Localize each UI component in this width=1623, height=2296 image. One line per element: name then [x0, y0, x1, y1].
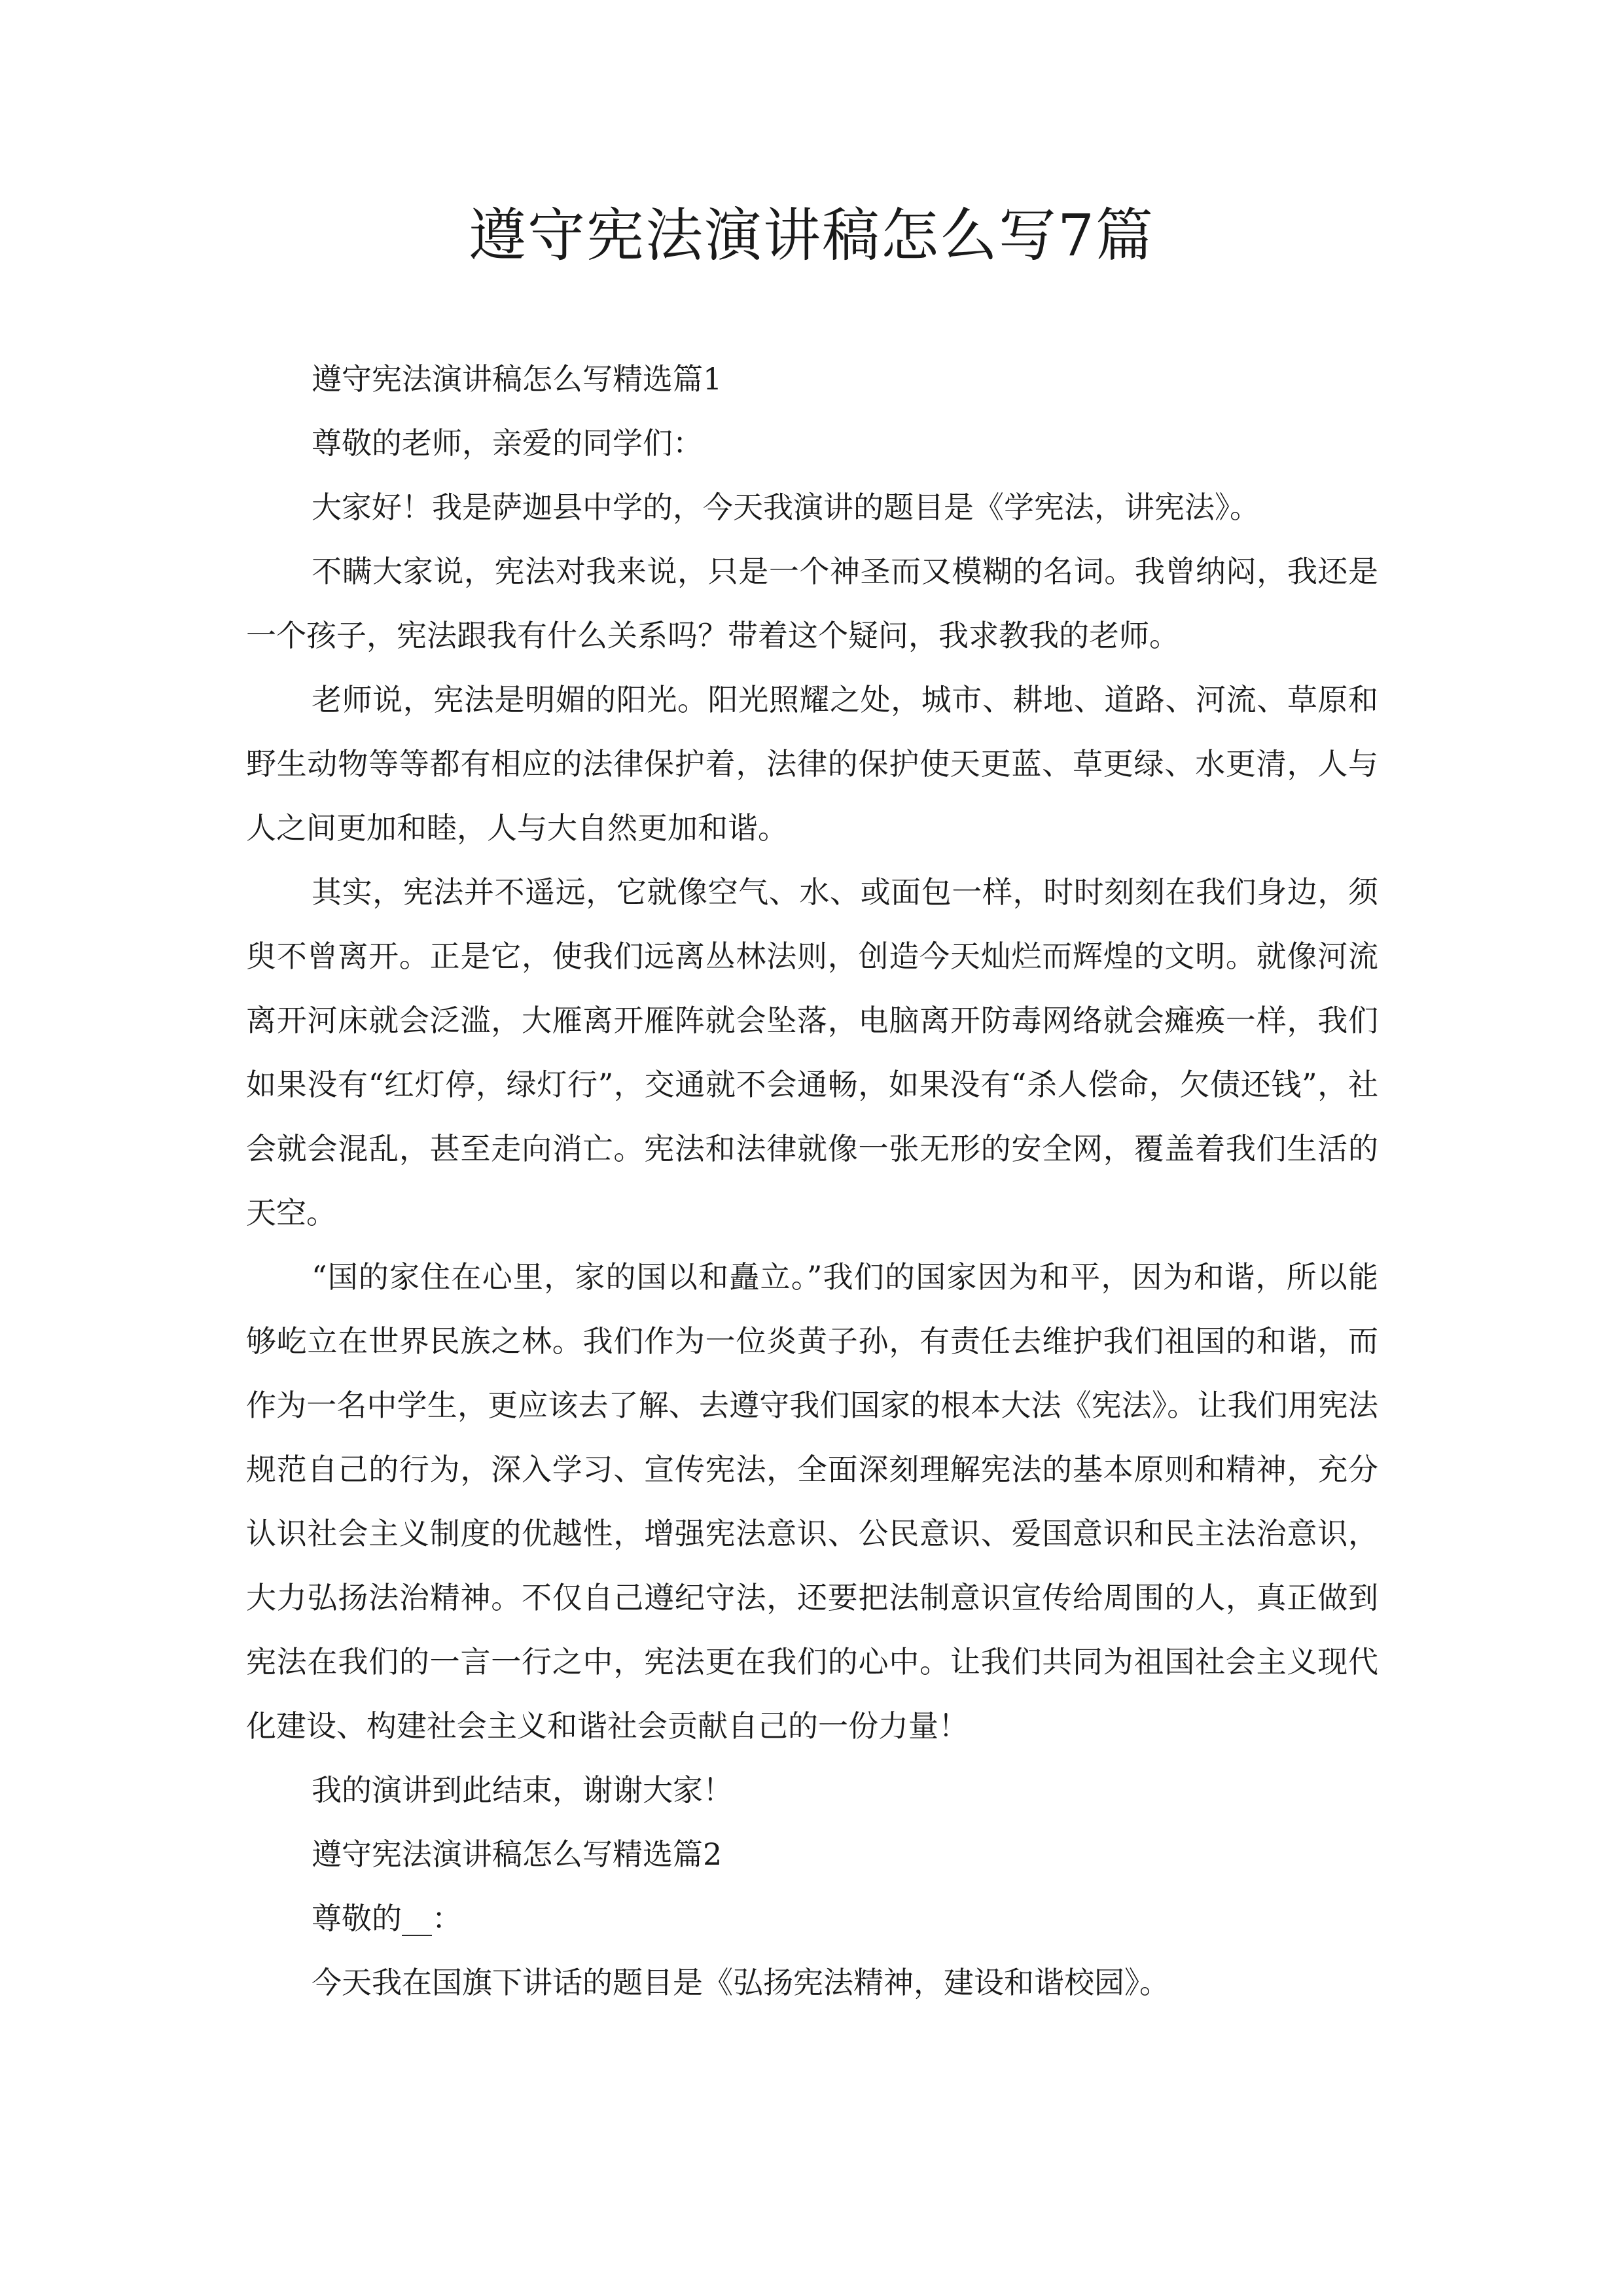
document-title: 遵守宪法演讲稿怎么写7篇 — [469, 202, 1154, 269]
document-body — [246, 347, 1378, 2015]
closing-line: 我的演讲到此结束，谢谢大家！ — [312, 1772, 733, 1808]
section-heading-2: 遵守宪法演讲稿怎么写精选篇2 — [312, 1837, 722, 1872]
section-heading-1: 遵守宪法演讲稿怎么写精选篇1 — [312, 361, 722, 397]
paragraph: 大家好！我是萨迦县中学的，今天我演讲的题目是《学宪法，讲宪法》。 — [312, 490, 1260, 525]
salutation: 尊敬的__： — [312, 1901, 462, 1936]
paragraph: 老师说，宪法是明媚的阳光。阳光照耀之处，城市、耕地、道路、河流、草原和野生动物等等都有相应的法律保护着，法律的保护使天更蓝、草更绿、水更清，人与人之间更加和睦，人与大自然更加和谐。 — [246, 682, 1378, 846]
paragraph: 今天我在国旗下讲话的题目是《弘扬宪法精神，建设和谐校园》。 — [312, 1965, 1169, 2000]
paragraph: “国的家住在心里，家的国以和矗立。”我们的国家因为和平，因为和谐，所以能够屹立在世界民族之林。我们作为一位炎黄子孙，有责任去维护我们祖国的和谐，而作为一名中学生，更应该去了解、去遵守我们国家的根本大法《宪法》。让我们用宪法规范自己的行为，深入学习、宣传宪法，全面深刻理解宪法的基本原则和精神，充分认识社会主义制度的优越性，增强宪法意识、公民意识、爱国意识和民主法治意识，大力弘扬法治精神。不仅自己遵纪守法，还要把法制意识宣传给周围的人，真正做到宪法在我们的一言一行之中，宪法更在我们的心中。让我们共同为祖国社会主义现代化建设、构建社会主义和谐社会贡献自己的一份力量！ — [246, 1259, 1378, 1744]
paragraph: 不瞒大家说，宪法对我来说，只是一个神圣而又模糊的名词。我曾纳闷，我还是一个孩子，宪法跟我有什么关系吗？带着这个疑问，我求教我的老师。 — [246, 554, 1378, 653]
paragraph: 其实，宪法并不遥远，它就像空气、水、或面包一样，时时刻刻在我们身边，须臾不曾离开。正是它，使我们远离丛林法则，创造今天灿烂而辉煌的文明。就像河流离开河床就会泛滥，大雁离开雁阵就会坠落，电脑离开防毒网络就会瘫痪一样，我们如果没有“红灯停，绿灯行”，交通就不会通畅，如果没有“杀人偿命，欠债还钱”，社会就会混乱，甚至走向消亡。宪法和法律就像一张无形的安全网，覆盖着我们生活的天空。 — [246, 874, 1378, 1230]
salutation: 尊敬的老师，亲爱的同学们： — [312, 425, 703, 461]
